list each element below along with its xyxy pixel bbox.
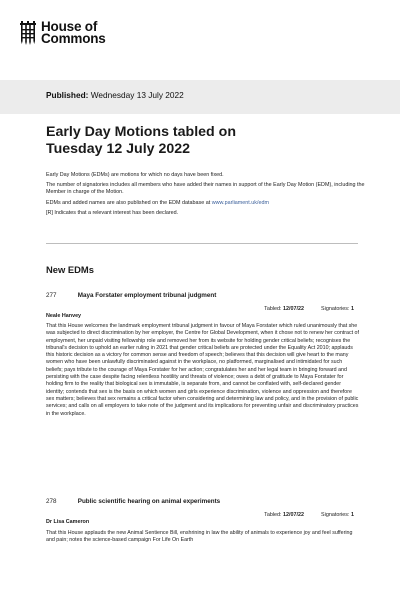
page-title-line-2: Tuesday 12 July 2022 <box>46 141 191 157</box>
edm-database-link[interactable]: www.parliament.uk/edm <box>211 199 269 206</box>
motion-text: That this House applauds the new Animal Sentience Bill, enshrining in law the ability of animals to experience joy and feel suffering and pain; notes the science-based campaign For Life On Earth <box>46 530 353 544</box>
motion-tabled-info <box>264 306 354 312</box>
section-title-new-edms: New EDMs <box>46 264 94 275</box>
tabled-label: Tabled: <box>264 512 282 518</box>
intro-notes <box>46 172 366 220</box>
intro-paragraph-3-text: EDMs and added names are also published on the EDM database at <box>46 199 212 206</box>
intro-paragraph-4: [R] Indicates that a relevant interest has been declared. <box>46 209 179 216</box>
portcullis-icon <box>19 21 37 45</box>
published-label: Published: <box>46 90 89 100</box>
intro-paragraph-3 <box>46 200 366 207</box>
logo-line-1: House of <box>41 19 98 34</box>
signatories-label: Signatories: <box>321 306 350 312</box>
signatories-label: Signatories: <box>321 512 350 518</box>
motion-text: That this House welcomes the landmark employment tribunal judgment in favour of Maya Forstater which ruled unanimously that she was subjected to direct discrimination by her employer, the Centre for Global Development, when it chose not to renew her contract of employment, her unpaid visiting fellowship role and removed her from its website for holding gender critical beliefs; recognises the tribunal's decision to uphold an earlier ruling in 2021 that gender critical beliefs are protected under the Equality Act 2010; applauds this historic decision as a victory for common sense and freedom of speech; believes that this decision will give heart to the many women who have been unlawfully discriminated against in the workplace, no platformed, marginalised and intimidated for such beliefs; pays tribute to the courage of Maya Forstater for her action; congratulates her and her legal team in bringing forward and persisting with the case despite facing relentless hostility and threats of violence; owes a debt of gratitude to Maya Forstater for holding firm to the reality that biological sex is immutable, is separate from, and cannot be conflated with, self-declared gender identity; contends that sex is the basis on which women and girls experience discrimination, violence and oppression and therefore sex matters; believes that sex remains a critical factor when considering and determining law and policy, and in the provision of public services; and calls on all employers to take note of the judgment and its implications for preventing unfair and discriminatory practices in the workplace. <box>46 323 359 417</box>
tabled-date: 12/07/22 <box>283 512 305 518</box>
logo-line-2: Commons <box>41 31 106 46</box>
signatories-count: 1 <box>351 512 354 518</box>
logo-wordmark <box>41 21 106 45</box>
page-title <box>46 124 366 158</box>
motion-mover: Neale Hanvey <box>46 313 82 319</box>
motion-heading <box>46 498 220 505</box>
motion-heading <box>46 292 216 299</box>
page-title-line-1: Early Day Motions tabled on <box>46 124 236 140</box>
motion-title[interactable]: Maya Forstater employment tribunal judgment <box>77 292 217 299</box>
published-date-line <box>46 90 184 100</box>
motion-title[interactable]: Public scientific hearing on animal experiments <box>77 498 221 505</box>
intro-paragraph-1: Early Day Motions (EDMs) are motions for which no days have been fixed. <box>46 172 224 178</box>
intro-paragraph-2: The number of signatories includes all members who have added their names in support of the Early Day Motion (EDM), including the Member in charge of the Motion. <box>46 182 365 196</box>
signatories-count: 1 <box>351 306 354 312</box>
motion-number: 277 <box>46 292 57 299</box>
section-divider <box>46 243 358 244</box>
published-date: Wednesday 13 July 2022 <box>90 90 184 100</box>
tabled-date: 12/07/22 <box>283 306 305 312</box>
house-of-commons-logo <box>19 21 106 45</box>
motion-number: 278 <box>46 498 57 505</box>
motion-mover: Dr Lisa Cameron <box>46 519 90 525</box>
motion-tabled-info <box>264 512 354 518</box>
tabled-label: Tabled: <box>264 306 282 312</box>
